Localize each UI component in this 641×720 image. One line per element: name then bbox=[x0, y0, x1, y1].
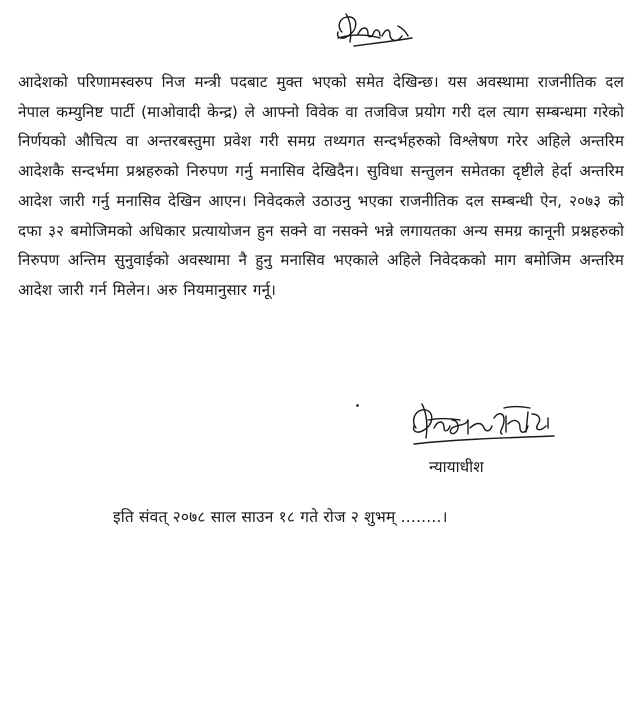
order-paragraph: आदेशको परिणामस्वरुप निज मन्त्री पदबाट मुक्त भएको समेत देखिन्छ। यस अवस्थामा राजनीतिक दल नेपाल कम्युनिष्ट पार्टी (माओवादी केन्द्र) ले आफ्नो विवेक वा तजविज प्रयोग गरी दल त्याग सम्बन्धमा गरेको निर्णयको औचित्य वा अन्तरबस्तुमा प्रवेश गरी समग्र तथ्यगत सन्दर्भहरुको विश्लेषण गरेर अहिले अन्तरिम आदेशकै सन्दर्भमा प्रश्नहरुको निरुपण गर्नु मनासिव देखिदैन। सुविधा सन्तुलन समेतका दृष्टीले हेर्दा अन्तरिम आदेश जारी गर्नु मनासिव देखिन आएन। निवेदकले उठाउनु भएका राजनीतिक दल सम्बन्धी ऐन, २०७३ को दफा ३२ बमोजिमको अधिकार प्रत्यायोजन हुन सक्ने वा नसक्ने भन्ने लगायतका अन्य समग्र कानूनी प्रश्नहरुको निरुपण अन्तिम सुनुवाईको अवस्थामा नै हुनु मनासिव भएकाले अहिले निवेदकको माग बमोजिम अन्तरिम आदेश जारी गर्न मिलेन। अरु नियमानुसार गर्नू। bbox=[18, 73, 624, 299]
signatory-title: न्यायाधीश bbox=[429, 458, 484, 476]
judge-signature bbox=[408, 398, 558, 454]
ink-speck bbox=[356, 404, 359, 407]
initials-signature bbox=[328, 8, 418, 54]
date-line: इति संवत् २०७८ साल साउन १८ गते रोज २ शुभम् ........। bbox=[113, 508, 448, 526]
